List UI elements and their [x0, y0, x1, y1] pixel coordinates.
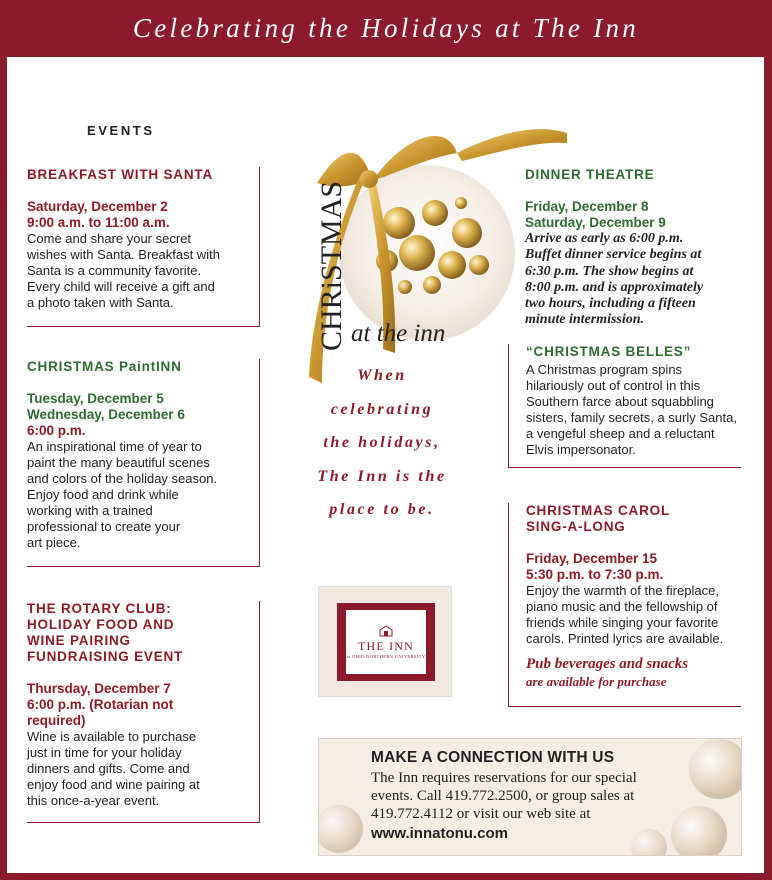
rotary-title-0: THE ROTARY CLUB:	[27, 601, 172, 616]
dinner-section	[525, 167, 765, 329]
inn-crest-icon	[379, 625, 393, 637]
breakfast-section	[27, 167, 260, 327]
paint-body-6: art piece.	[27, 535, 81, 550]
rotary-body-4: this once-a-year event.	[27, 793, 160, 808]
carol-date: Friday, December 15	[526, 551, 658, 566]
dinner-body-4: two hours, including a fifteen	[525, 296, 696, 312]
breakfast-body-4: a photo taken with Santa.	[27, 295, 174, 310]
belles-title: “CHRISTMAS BELLES”	[526, 344, 692, 359]
header-banner	[0, 0, 772, 56]
carol-title-0: CHRISTMAS CAROL	[526, 503, 670, 518]
dinner-body-1: Buffet dinner service begins at	[525, 247, 702, 263]
belles-body-4: a vengeful sheep and a reluctant	[526, 426, 715, 441]
paint-section	[27, 359, 260, 567]
dinner-date-1: Friday, December 8	[525, 199, 649, 214]
middle-quote	[297, 359, 467, 527]
quote-line-3: The Inn is the	[317, 467, 447, 485]
breakfast-time: 9:00 a.m. to 11:00 a.m.	[27, 215, 170, 230]
carol-section	[508, 503, 741, 707]
breakfast-body-1: wishes with Santa. Breakfast with	[27, 247, 220, 262]
paint-body-4: working with a trained	[27, 503, 153, 518]
header-title: Celebrating the Holidays at The Inn	[132, 12, 640, 43]
connect-title: MAKE A CONNECTION WITH US	[371, 749, 615, 766]
rotary-title-3: FUNDRAISING EVENT	[27, 649, 184, 664]
rotary-body-1: just in time for your holiday	[27, 745, 182, 760]
carol-body-3: carols. Printed lyrics are available.	[526, 631, 724, 646]
breakfast-body-0: Come and share your secret	[27, 231, 192, 246]
carol-body-0: Enjoy the warmth of the fireplace,	[526, 583, 719, 598]
belles-body-5: Elvis impersonator.	[526, 442, 636, 457]
website-link[interactable]: www.innatonu.com	[371, 825, 508, 842]
paint-body-3: Enjoy food and drink while	[27, 487, 179, 502]
paint-time: 6:00 p.m.	[27, 423, 86, 438]
carol-body-2: friends while singing your favorite	[526, 615, 719, 630]
rotary-body-3: enjoy food and wine pairing at	[27, 777, 200, 792]
paint-body-2: and colors of the holiday season.	[27, 471, 218, 486]
carol-note-1: Pub beverages and snacks	[526, 656, 689, 672]
christmas-word: CHRiSTMAS	[315, 180, 348, 351]
quote-line-4: place to be.	[329, 501, 435, 518]
quote-line-1: celebrating	[330, 400, 434, 418]
at-the-inn-tagline: at the inn	[351, 320, 446, 347]
rotary-title-2: WINE PAIRING	[27, 633, 131, 648]
rotary-time-0: 6:00 p.m. (Rotarian not	[27, 697, 174, 712]
breakfast-body-2: Santa is a community favorite.	[27, 263, 202, 278]
paint-date-2: Wednesday, December 6	[27, 407, 185, 422]
connect-body	[371, 769, 637, 823]
quote-line-2: the holidays,	[323, 434, 441, 451]
rotary-time-1: required)	[27, 713, 86, 728]
belles-body-3: sisters, family secrets, a surly Santa,	[526, 410, 737, 425]
connect-body-1: events. Call 419.772.2500, or group sales at	[371, 788, 635, 804]
breakfast-title: BREAKFAST WITH SANTA	[27, 167, 213, 182]
rotary-body-2: dinners and gifts. Come and	[27, 761, 190, 776]
paint-body-1: paint the many beautiful scenes	[27, 455, 210, 470]
dinner-body-3: 8:00 p.m. and is approximately	[525, 279, 704, 295]
connect-box	[318, 738, 742, 856]
dinner-body-2: 6:30 p.m. The show begins at	[525, 263, 694, 279]
quote-line-0: When	[357, 367, 407, 384]
inn-logo-card	[346, 610, 426, 674]
flyer-page	[7, 57, 764, 873]
inn-logo-name: THE INN	[357, 639, 415, 653]
breakfast-date: Saturday, December 2	[27, 199, 168, 214]
dinner-date-2: Saturday, December 9	[525, 215, 666, 230]
carol-note-2: are available for purchase	[526, 674, 667, 689]
inn-logo-sub: at OHIO NORTHERN UNIVERSITY	[346, 654, 426, 659]
paint-body-0: An inspirational time of year to	[27, 439, 202, 454]
rotary-date: Thursday, December 7	[27, 681, 171, 696]
paint-body-5: professional to create your	[27, 519, 181, 534]
rotary-section	[27, 601, 260, 823]
dinner-title: DINNER THEATRE	[525, 167, 655, 182]
paint-date-1: Tuesday, December 5	[27, 391, 164, 406]
inn-logo-frame	[337, 603, 435, 681]
paint-title: CHRISTMAS PaintINN	[27, 359, 182, 374]
dinner-body-0: Arrive as early as 6:00 p.m.	[525, 231, 684, 246]
carol-title-1: SING-A-LONG	[526, 519, 626, 534]
breakfast-body-3: Every child will receive a gift and	[27, 279, 215, 294]
belles-body-1: hilariously out of control in this	[526, 378, 701, 393]
rotary-body-0: Wine is available to purchase	[27, 729, 197, 744]
belles-section	[508, 344, 741, 468]
belles-body-0: A Christmas program spins	[526, 362, 683, 377]
carol-time: 5:30 p.m. to 7:30 p.m.	[526, 567, 664, 582]
belles-body-2: Southern farce about squabbling	[526, 394, 714, 409]
carol-body-1: piano music and the fellowship of	[526, 599, 718, 614]
events-label: EVENTS	[87, 123, 155, 138]
inn-logo-box	[318, 586, 452, 697]
rotary-title-1: HOLIDAY FOOD AND	[27, 617, 175, 632]
connect-body-2: 419.772.4112 or visit our web site at	[371, 806, 591, 822]
dinner-body-5: minute intermission.	[525, 312, 645, 328]
connect-body-0: The Inn requires reservations for our special	[371, 770, 637, 786]
